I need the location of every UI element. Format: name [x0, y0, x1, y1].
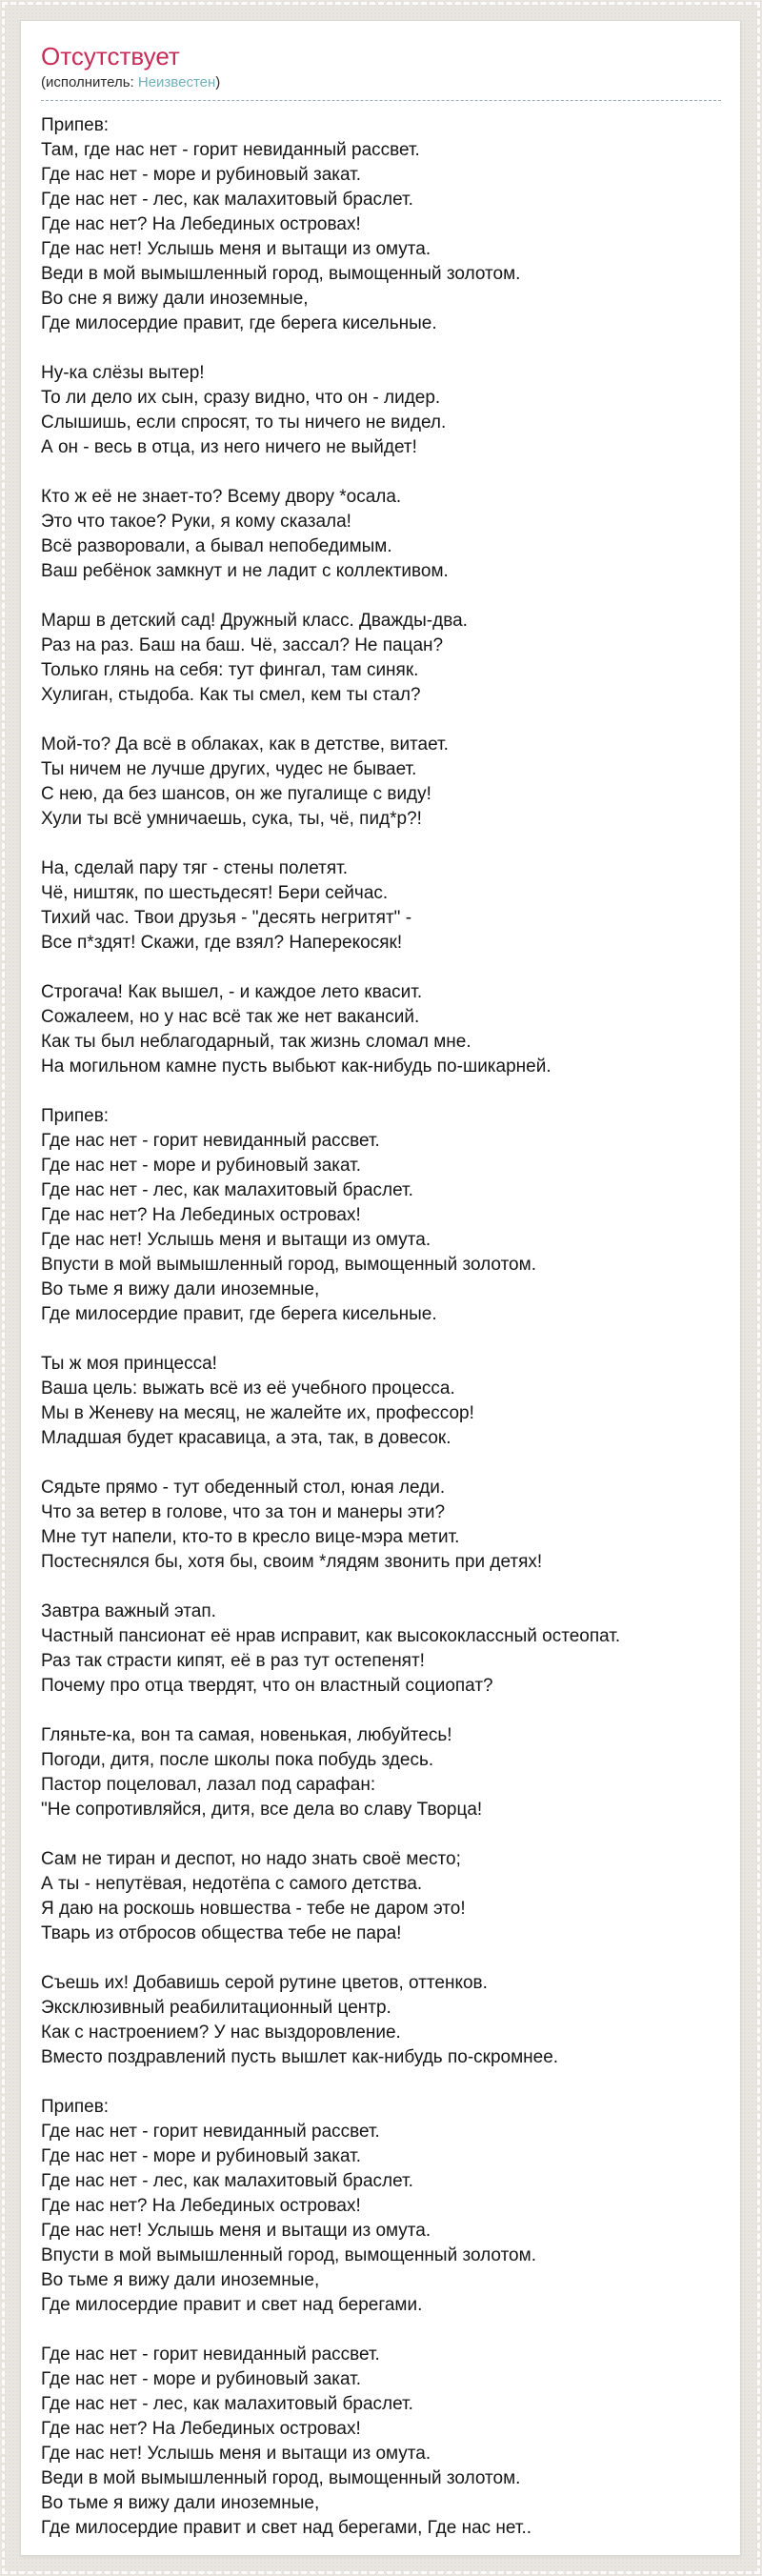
stanza: [41, 1600, 721, 1699]
lyric-line: Сядьте прямо - тут обеденный стол, юная леди.: [41, 1478, 446, 1498]
lyric-line: Как с настроением? У нас выздоровление.: [41, 2023, 401, 2043]
lyric-line: Завтра важный этап.: [41, 1601, 216, 1621]
lyric-line: Где нас нет - море и рубиновый закат.: [41, 165, 362, 185]
lyric-line: Во сне я вижу дали иноземные,: [41, 289, 309, 309]
lyric-line: Только глянь на себя: тут фингал, там синяк.: [41, 660, 419, 680]
stanza: [41, 1971, 721, 2070]
lyric-line: Хули ты всё умничаешь, сука, ты, чё, пид*р?!: [41, 809, 422, 829]
stanza: [41, 1847, 721, 1946]
lyric-line: Тварь из отбросов общества тебе не пара!: [41, 1923, 402, 1943]
lyric-line: Где нас нет! Услышь меня и вытащи из омута.: [41, 2444, 431, 2464]
lyric-line: Мне тут напели, кто-то в кресло вице-мэра метит.: [41, 1527, 460, 1547]
artist-label-suffix: ): [215, 74, 221, 91]
lyric-line: Во тьме я вижу дали иноземные,: [41, 1279, 320, 1299]
lyric-line: Гляньте-ка, вон та самая, новенькая, любуйтесь!: [41, 1725, 452, 1745]
lyric-line: Где нас нет? На Лебединых островах!: [41, 2419, 361, 2439]
lyric-line: Погоди, дитя, после школы пока побудь здесь.: [41, 1750, 434, 1770]
lyric-line: Впусти в мой вымышленный город, вымощенный золотом.: [41, 1255, 536, 1275]
lyric-line: Во тьме я вижу дали иноземные,: [41, 2270, 320, 2290]
lyric-line: Частный пансионат её нрав исправит, как высококлассный остеопат.: [41, 1626, 621, 1646]
lyric-line: Это что такое? Руки, я кому сказала!: [41, 512, 351, 532]
stanza: [41, 2095, 721, 2318]
lyric-line: Съешь их! Добавишь серой рутине цветов, оттенков.: [41, 1973, 488, 1993]
lyric-line: Эксклюзивный реабилитационный центр.: [41, 1998, 391, 2018]
stanza: [41, 1352, 721, 1451]
lyric-line: Где нас нет - море и рубиновый закат.: [41, 2369, 362, 2389]
lyric-line: С нею, да без шансов, он же пугалище с виду!: [41, 784, 431, 804]
lyric-line: "Не сопротивляйся, дитя, все дела во славу Творца!: [41, 1800, 483, 1820]
lyric-line: Кто ж её не знает-то? Всему двору *осала.: [41, 487, 402, 507]
lyric-line: Постеснялся бы, хотя бы, своим *лядям звонить при детях!: [41, 1552, 543, 1572]
lyric-line: Хулиган, стыдоба. Как ты смел, кем ты стал?: [41, 685, 421, 705]
stanza: [41, 2343, 721, 2541]
stanza: [41, 609, 721, 708]
lyric-line: На, сделай пару тяг - стены полетят.: [41, 858, 349, 878]
lyric-line: Как ты был неблагодарный, так жизнь сломал мне.: [41, 1032, 471, 1052]
lyric-line: Раз так страсти кипят, её в раз тут остепенят!: [41, 1651, 425, 1671]
lyric-line: Там, где нас нет - горит невиданный рассвет.: [41, 140, 420, 160]
lyric-line: Припев:: [41, 1106, 110, 1126]
lyric-line: Марш в детский сад! Дружный класс. Дважды-два.: [41, 611, 468, 631]
stanza: [41, 980, 721, 1079]
lyric-line: Припев:: [41, 2097, 110, 2117]
lyric-line: Впусти в мой вымышленный город, вымощенный золотом.: [41, 2245, 536, 2265]
lyric-line: Где нас нет - лес, как малахитовый браслет.: [41, 1180, 413, 1200]
lyric-line: Младшая будет красавица, а эта, так, в довесок.: [41, 1428, 451, 1448]
lyric-line: Строгача! Как вышел, - и каждое лето квасит.: [41, 982, 423, 1002]
lyric-line: Где нас нет - горит невиданный рассвет.: [41, 2345, 380, 2365]
lyric-line: Всё разворовали, а бывал непобедимым.: [41, 536, 392, 556]
lyric-line: Вместо поздравлений пусть вышлет как-нибудь по-скромнее.: [41, 2047, 559, 2067]
lyric-line: Где нас нет! Услышь меня и вытащи из омута.: [41, 2221, 431, 2241]
lyric-line: То ли дело их сын, сразу видно, что он - лидер.: [41, 388, 441, 408]
lyric-line: Где нас нет - лес, как малахитовый браслет.: [41, 2394, 413, 2414]
lyric-line: Ваша цель: выжать всё из её учебного процесса.: [41, 1379, 455, 1399]
lyric-line: Что за ветер в голове, что за тон и манеры эти?: [41, 1502, 446, 1522]
lyric-line: А он - весь в отца, из него ничего не выйдет!: [41, 437, 417, 457]
lyric-line: Где нас нет - море и рубиновый закат.: [41, 2146, 362, 2166]
lyric-line: Веди в мой вымышленный город, вымощенный золотом.: [41, 2468, 521, 2488]
stanza: [41, 113, 721, 336]
lyric-line: Ваш ребёнок замкнут и не ладит с коллективом.: [41, 561, 449, 581]
lyric-line: Где нас нет? На Лебединых островах!: [41, 214, 361, 234]
lyric-line: Веди в мой вымышленный город, вымощенный золотом.: [41, 264, 521, 284]
lyric-line: Ну-ка слёзы вытер!: [41, 363, 205, 383]
lyric-line: Где нас нет! Услышь меня и вытащи из омута.: [41, 239, 431, 259]
lyric-line: Где нас нет! Услышь меня и вытащи из омута.: [41, 1230, 431, 1250]
lyric-line: Я даю на роскошь новшества - тебе не даром это!: [41, 1899, 466, 1919]
page-title: Отсутствует: [41, 42, 180, 70]
stanza: [41, 1104, 721, 1327]
lyric-line: Где нас нет - лес, как малахитовый браслет.: [41, 2171, 413, 2191]
lyric-line: Пастор поцеловал, лазал под сарафан:: [41, 1775, 376, 1795]
lyric-line: Чё, ништяк, по шестьдесят! Бери сейчас.: [41, 883, 389, 903]
lyric-line: Мой-то? Да всё в облаках, как в детстве, витает.: [41, 735, 449, 755]
lyric-line: Припев:: [41, 115, 110, 135]
lyric-line: Все п*здят! Скажи, где взял? Наперекосяк!: [41, 933, 403, 953]
lyric-line: Где нас нет - горит невиданный рассвет.: [41, 2122, 380, 2142]
lyric-line: Почему про отца твердят, что он властный социопат?: [41, 1676, 493, 1696]
lyric-line: На могильном камне пусть выбьют как-нибудь по-шикарней.: [41, 1057, 551, 1077]
stanza: [41, 1476, 721, 1575]
lyrics-text: [41, 113, 721, 2541]
stanza: [41, 1723, 721, 1822]
lyric-line: Сам не тиран и деспот, но надо знать своё место;: [41, 1849, 461, 1869]
artist-row: [41, 73, 721, 101]
lyric-line: Где нас нет - море и рубиновый закат.: [41, 1156, 362, 1176]
stanza: [41, 361, 721, 460]
lyric-line: Где милосердие правит, где берега кисельные.: [41, 313, 437, 333]
stanza: [41, 733, 721, 832]
lyric-line: Где нас нет - лес, как малахитовый браслет.: [41, 190, 413, 210]
lyric-line: Где милосердие правит и свет над берегами.: [41, 2295, 423, 2315]
stanza: [41, 856, 721, 956]
stanza: [41, 485, 721, 584]
lyric-line: А ты - непутёвая, недотёпа с самого детства.: [41, 1874, 423, 1894]
lyric-line: Ты ничем не лучше других, чудес не бывает.: [41, 759, 417, 779]
lyric-line: Где нас нет - горит невиданный рассвет.: [41, 1131, 380, 1151]
lyric-line: Тихий час. Твои друзья - "десять негритят" -: [41, 908, 412, 928]
artist-link[interactable]: Неизвестен: [137, 74, 216, 91]
lyric-line: Слышишь, если спросят, то ты ничего не видел.: [41, 413, 447, 433]
lyric-line: Сожалеем, но у нас всё так же нет вакансий.: [41, 1007, 420, 1027]
lyric-line: Мы в Женеву на месяц, не жалейте их, профессор!: [41, 1403, 474, 1423]
artist-label-prefix: (исполнитель:: [41, 74, 138, 91]
lyrics-card: [20, 20, 741, 2556]
lyric-line: Где нас нет? На Лебединых островах!: [41, 2196, 361, 2216]
lyric-line: Где милосердие правит, где берега кисельные.: [41, 1304, 437, 1324]
lyric-line: Раз на раз. Баш на баш. Чё, зассал? Не пацан?: [41, 635, 444, 655]
lyric-line: Во тьме я вижу дали иноземные,: [41, 2493, 320, 2513]
lyric-line: Где милосердие правит и свет над берегами, Где нас нет..: [41, 2518, 532, 2538]
lyric-line: Ты ж моя принцесса!: [41, 1354, 217, 1374]
lyric-line: Где нас нет? На Лебединых островах!: [41, 1205, 361, 1225]
